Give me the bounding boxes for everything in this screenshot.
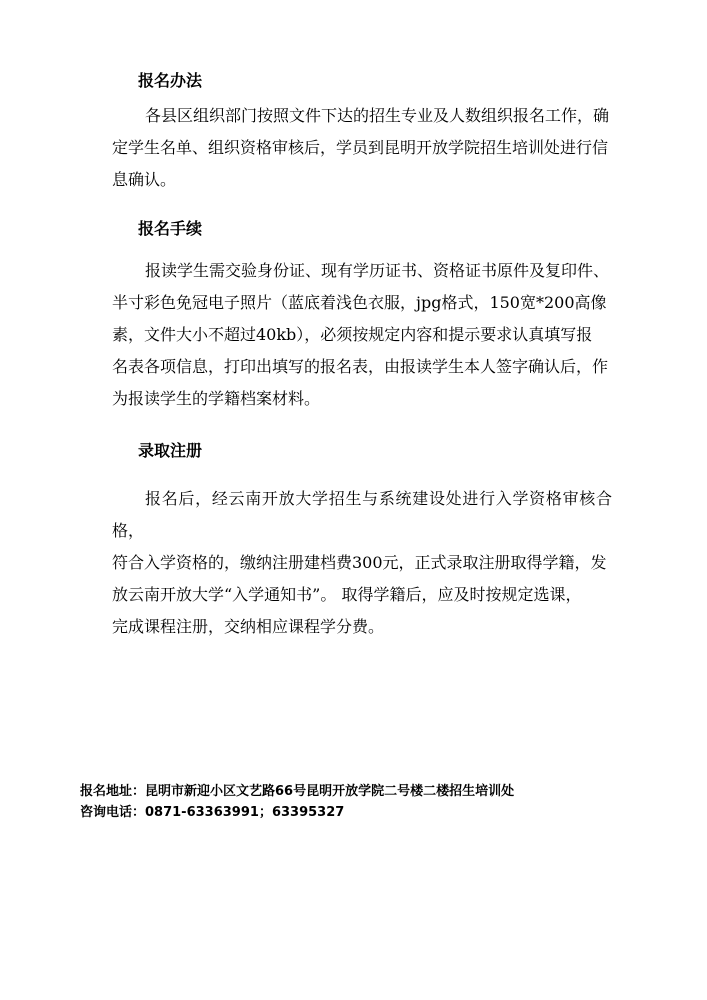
paragraph-line: 息确认。	[112, 170, 177, 189]
footer-address: 报名地址：昆明市新迎小区文艺路66号昆明开放学院二号楼二楼招生培训处	[80, 784, 515, 799]
paragraph-line: 半寸彩色免冠电子照片（蓝底着浅色衣服，jpg格式，150宽*200高像	[112, 293, 607, 312]
section-body-registration-method	[112, 100, 612, 196]
section-heading-registration-method: 报名办法	[138, 71, 203, 90]
section-heading-admission-registration: 录取注册	[138, 441, 203, 460]
paragraph-line: 定学生名单、组织资格审核后，学员到昆明开放学院招生培训处进行信	[112, 138, 609, 157]
section-heading-registration-procedure: 报名手续	[138, 219, 203, 238]
paragraph-line: 报名后，经云南开放大学招生与系统建设处进行入学资格审核合格，	[112, 489, 612, 540]
paragraph-line: 名表各项信息，打印出填写的报名表，由报读学生本人签字确认后，作	[112, 357, 609, 376]
paragraph-line: 完成课程注册，交纳相应课程学分费。	[112, 617, 385, 636]
paragraph-line: 放云南开放大学“入学通知书”。 取得学籍后，应及时按规定选课，	[112, 585, 582, 604]
section-body-admission-registration	[112, 483, 612, 643]
paragraph-line: 为报读学生的学籍档案材料。	[112, 389, 321, 408]
paragraph-line: 符合入学资格的，缴纳注册建档费300元，正式录取注册取得学籍，发	[112, 553, 607, 572]
paragraph-line: 素，文件大小不超过40kb），必须按规定内容和提示要求认真填写报	[112, 325, 593, 344]
section-body-registration-procedure	[112, 255, 612, 415]
paragraph-line: 报读学生需交验身份证、现有学历证书、资格证书原件及复印件、	[145, 261, 610, 280]
paragraph-line: 各县区组织部门按照文件下达的招生专业及人数组织报名工作，确	[145, 106, 610, 125]
footer-phone: 咨询电话：0871-63363991；63395327	[80, 805, 345, 820]
